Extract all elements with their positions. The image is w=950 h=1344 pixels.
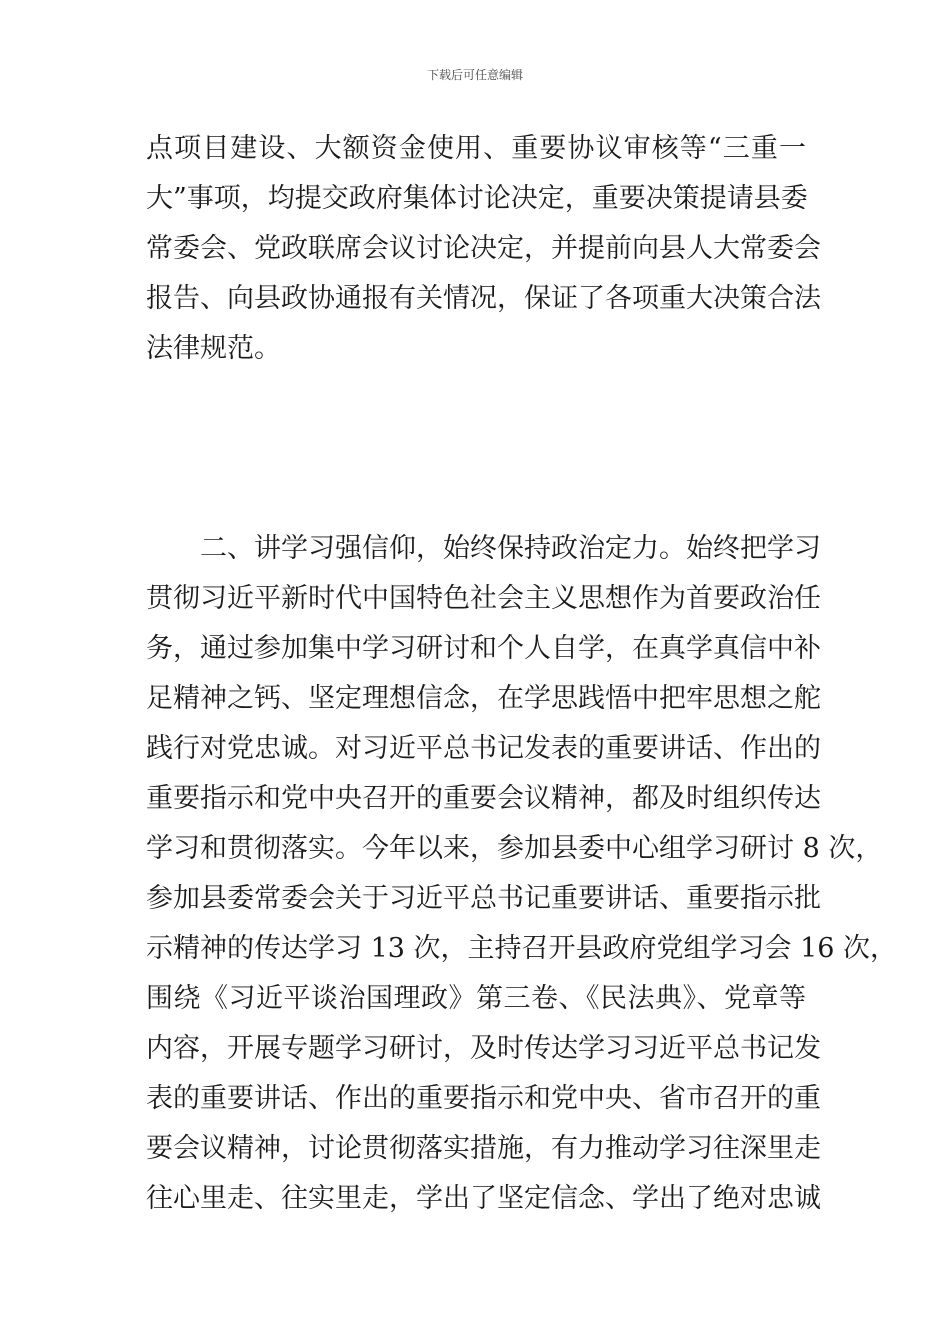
paragraph2-line-12: 表的重要讲话、作出的重要指示和党中央、省市召开的重: [146, 1083, 821, 1114]
paragraph2-line-8: 参加县委常委会关于习近平总书记重要讲话、重要指示批: [146, 883, 821, 914]
header-note: 下载后可任意编辑: [426, 68, 523, 82]
paragraph2-line-10: 围绕《习近平谈治国理政》第三卷、《民法典》、党章等: [146, 983, 806, 1014]
paragraph1-line-1: 点项目建设、大额资金使用、重要协议审核等“三重一: [146, 133, 806, 164]
paragraph2-line-2: 贯彻习近平新时代中国特色社会主义思想作为首要政治任: [146, 583, 821, 614]
paragraph2-line-7: 学习和贯彻落实。今年以来，参加县委中心组学习研讨 8 次，: [146, 833, 883, 864]
paragraph2-line-5: 践行对党忠诚。对习近平总书记发表的重要讲话、作出的: [146, 733, 821, 764]
paragraph1-line-2: 大”事项，均提交政府集体讨论决定，重要决策提请县委: [146, 183, 808, 214]
paragraph2-line-14: 往心里走、往实里走，学出了坚定信念、学出了绝对忠诚: [146, 1183, 821, 1214]
paragraph2-line-4: 足精神之钙、坚定理想信念，在学思践悟中把牢思想之舵: [146, 683, 821, 714]
paragraph1-line-3: 常委会、党政联席会议讨论决定，并提前向县人大常委会: [146, 233, 821, 264]
paragraph2-line-11: 内容，开展专题学习研讨，及时传达学习习近平总书记发: [146, 1033, 821, 1064]
paragraph2-line-9: 示精神的传达学习 13 次，主持召开县政府党组学习会 16 次，: [146, 933, 898, 964]
paragraph2-line-13: 要会议精神，讨论贯彻落实措施，有力推动学习往深里走: [146, 1133, 821, 1164]
paragraph1-line-5: 法律规范。: [146, 333, 281, 364]
paragraph2-line-1: 二、讲学习强信仰，始终保持政治定力。始终把学习: [200, 533, 821, 564]
paragraph1-line-4: 报告、向县政协通报有关情况，保证了各项重大决策合法: [146, 283, 821, 314]
paragraph2-line-3: 务，通过参加集中学习研讨和个人自学，在真学真信中补: [146, 633, 821, 664]
paragraph2-line-6: 重要指示和党中央召开的重要会议精神，都及时组织传达: [146, 783, 821, 814]
